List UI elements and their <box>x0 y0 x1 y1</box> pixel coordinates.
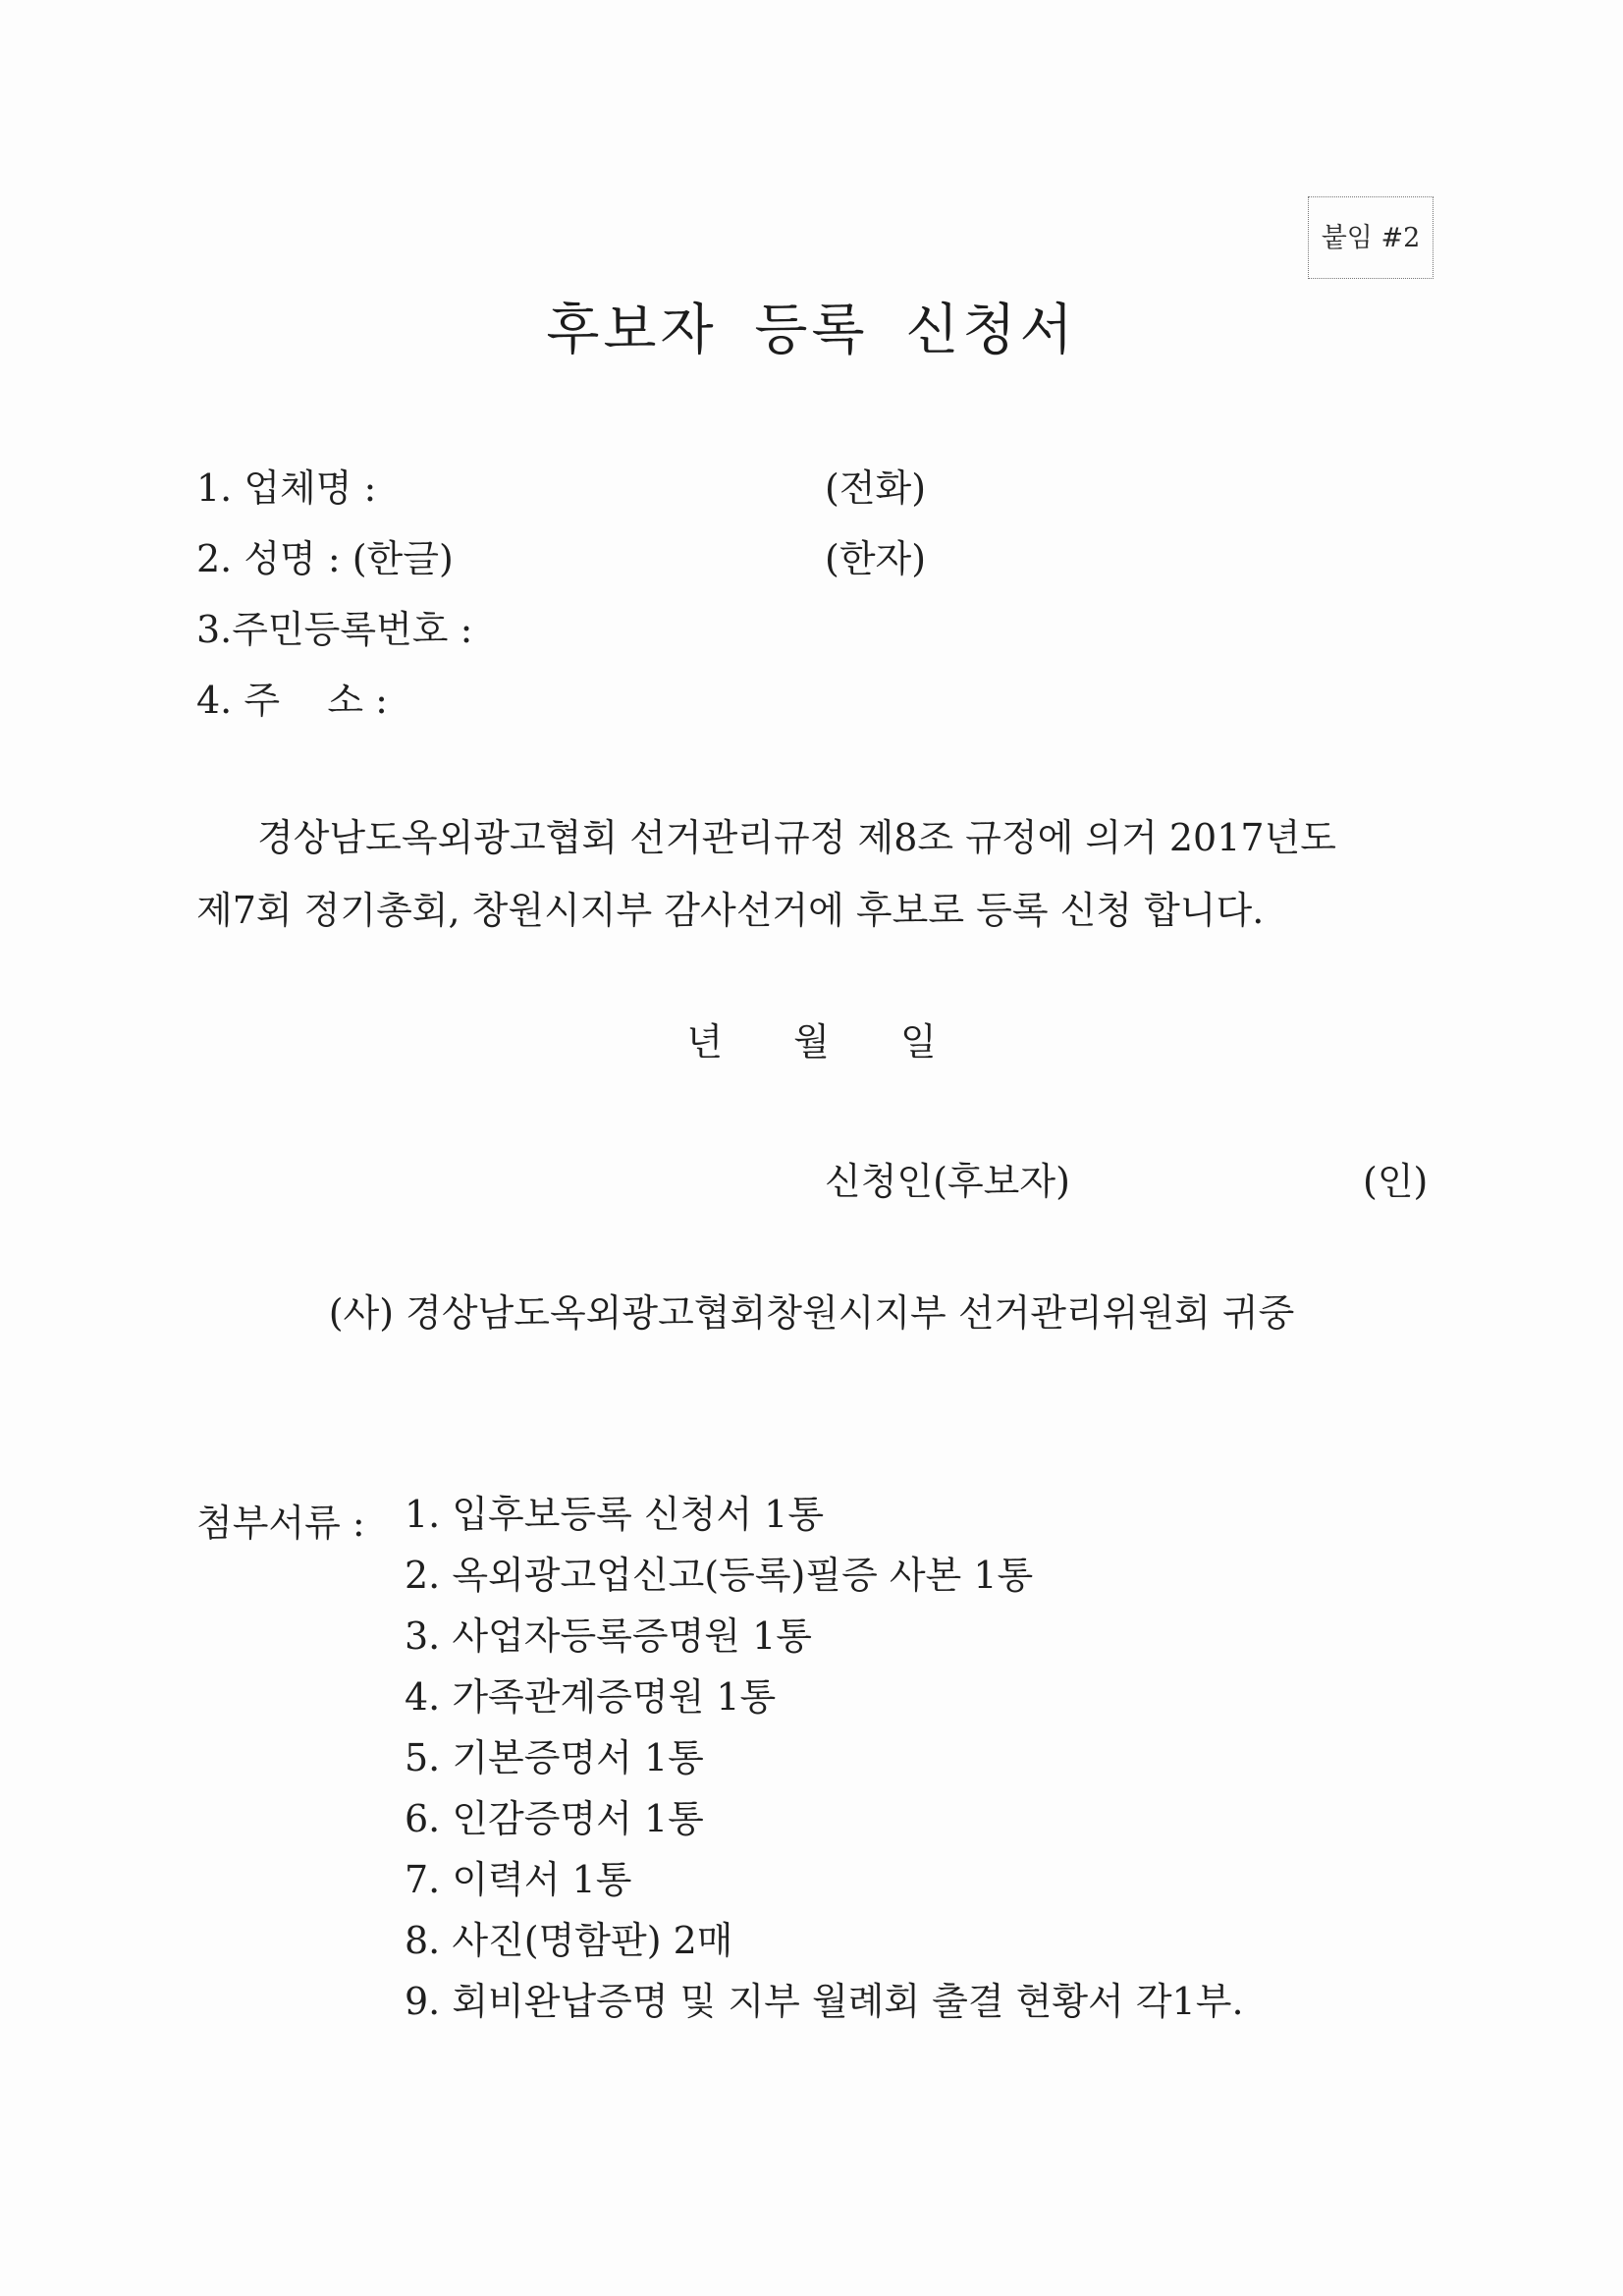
attachment-item: 1. 입후보등록 신청서 1통 <box>405 1493 825 1536</box>
date-day: 일 <box>899 1020 937 1064</box>
applicant-seal: (인) <box>1363 1160 1429 1203</box>
attachment-item: 4. 가족관계증명원 1통 <box>405 1675 777 1719</box>
attachment-number-tag: 붙임 #2 <box>1308 196 1434 279</box>
date-month: 월 <box>793 1020 830 1064</box>
attachment-item: 3. 사업자등록증명원 1통 <box>405 1614 812 1658</box>
recipient-line: (사) 경상남도옥외광고협회창원시지부 선거관리위원회 귀중 <box>328 1291 1295 1335</box>
attachment-item: 8. 사진(명함판) 2매 <box>405 1919 733 1962</box>
field-company-name: 1. 업체명 : <box>196 466 377 510</box>
attachments-list <box>405 1493 1244 2041</box>
date-year: 년 <box>686 1020 724 1064</box>
field-address: 4. 주 소 : <box>196 679 388 722</box>
attachment-item: 7. 이력서 1통 <box>405 1858 632 1901</box>
date-line <box>0 1011 1623 1066</box>
document-title: 후보자 등록 신청서 <box>546 299 1077 362</box>
field-resident-number: 3.주민등록번호 : <box>196 608 473 651</box>
attachments-label: 첨부서류 : <box>196 1502 365 1545</box>
field-name-hanja: (한자) <box>825 537 927 580</box>
field-name-korean: 2. 성명 : (한글) <box>196 537 454 580</box>
body-paragraph-line-2: 제7회 정기총회, 창원시지부 감사선거에 후보로 등록 신청 합니다. <box>196 889 1265 932</box>
attachment-item: 9. 회비완납증명 및 지부 월례회 출결 현황서 각1부. <box>405 1980 1244 2023</box>
applicant-label: 신청인(후보자) <box>825 1160 1070 1203</box>
attachment-item: 2. 옥외광고업신고(등록)필증 사본 1통 <box>405 1554 1034 1597</box>
field-phone: (전화) <box>825 466 927 510</box>
body-paragraph-line-1: 경상남도옥외광고협회 선거관리규정 제8조 규정에 의거 2017년도 <box>257 816 1336 859</box>
attachment-item: 5. 기본증명서 1통 <box>405 1736 704 1779</box>
attachment-item: 6. 인감증명서 1통 <box>405 1797 704 1840</box>
